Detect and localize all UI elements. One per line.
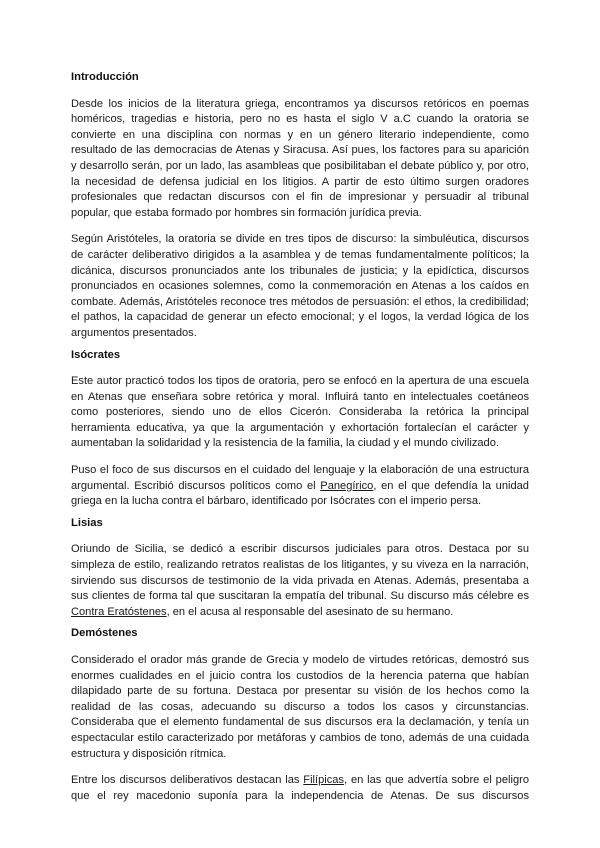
intro-paragraph-2: Según Aristóteles, la oratoria se divide en tres tipos de discurso: la simbuléutica, discursos de carácter deliberativo dirigidos a la asamblea y de temas fundamentalmente políticos; la dicánica, discursos pronunciados ante los tribunales de justicia; y la epidíctica, discursos pronunciados en ocasiones solemnes, como la conmemoración en Atenas a los caídos en combate. Además, Aristóteles reconoce tres métodos de persuasión: el ethos, la credibilidad; el pathos, la capacidad de generar un efecto emocional; y el logos, la verdad lógica de los argumentos presentados. bbox=[71, 233, 529, 339]
isocrates-paragraph-2 bbox=[71, 463, 529, 510]
lisias-p1-text-before: Oriundo de Sicilia, se dedicó a escribir discursos judiciales para otros. Destaca por su simpleza de estilo, realizando retratos realistas de los litigantes, y su viveza en la narración, sirviendo sus discursos de testimonio de la vida privada en Atenas. Además, presentaba a sus clientes de forma tal que suscitaran la empatía del tribunal. Su discurso más célebre es bbox=[71, 543, 529, 603]
heading-introduccion: Introducción bbox=[71, 71, 139, 83]
filipicas-link[interactable]: Filípicas bbox=[303, 774, 344, 787]
isocrates-p2-text-before: Puso el foco de sus discursos en el cuidado del lenguaje y la elaboración de una estructura argumental. Escribió discursos políticos como el bbox=[71, 464, 529, 492]
intro-paragraph-1: Desde los inicios de la literatura griega, encontramos ya discursos retóricos en poemas homéricos, tragedias e historia, pero no es hasta el siglo V a.C cuando la oratoria se convierte en una disciplina con normas y en un género literario independiente, como resultado de las democracias de Atenas y Siracusa. Así pues, los factores para su aparición y desarrollo serán, por un lado, las asambleas que posibilitaban el debate público y, por otro, la necesidad de defensa judicial en los litigios. A partir de esto último surgen oradores profesionales que redactan discursos con el fin de impresionar y persuadir al tribunal popular, que estaba formado por hombres sin formación jurídica previa. bbox=[71, 97, 529, 219]
heading-isocrates: Isócrates bbox=[71, 348, 121, 361]
panegirico-link[interactable]: Panegírico bbox=[320, 479, 374, 492]
isocrates-paragraph-1: Este autor practicó todos los tipos de oratoria, pero se enfocó en la apertura de una escuela en Atenas que enseñara sobre retórica y moral. Influirá tanto en intelectuales coetáneos como posteriores, siendo uno de ellos Cicerón. Consideraba la retórica la principal herramienta educativa, ya que la argumentación y exhortación fortalecían el carácter y aumentaban la solidaridad y la resistencia de la familia, la ciudad y el mundo civilizado. bbox=[71, 375, 529, 450]
lisias-p1-text-after: , en el acusa al responsable del asesinato de su hermano. bbox=[166, 605, 454, 618]
isocrates-p2-text-after: , en el que defendía la unidad griega en la lucha contra el bárbaro, identificado por Isócrates con el imperio persa. bbox=[71, 479, 529, 508]
document-body bbox=[71, 70, 529, 815]
demostenes-p2-text-before: Entre los discursos deliberativos destacan las bbox=[71, 774, 304, 787]
demostenes-p2-text-after: , en las que advertía sobre el peligro que el rey macedonio suponía para la independencia de Atenas. De sus discursos bbox=[71, 774, 529, 802]
demostenes-paragraph-1: Considerado el orador más grande de Grecia y modelo de virtudes retóricas, demostró sus enormes cualidades en el juicio contra los custodios de la herencia paterna que habían dilapidado parte de su fortuna. Destaca por presentar su visión de los hechos como la realidad de las cosas, adecuando su discurso a todos los casos y circunstancias. Consideraba que el elemento fundamental de sus discursos era la declamación, y tenía un espectacular estilo caracterizado por metáforas y cambios de tono, además de una cuidada estructura y disposición rítmica. bbox=[71, 654, 529, 760]
heading-demostenes: Demóstenes bbox=[71, 627, 138, 640]
contra-eratostenes-link[interactable]: Contra Eratóstenes bbox=[71, 605, 167, 618]
lisias-paragraph-1 bbox=[71, 542, 529, 620]
demostenes-paragraph-2 bbox=[71, 773, 529, 804]
heading-lisias: Lisias bbox=[71, 516, 103, 529]
